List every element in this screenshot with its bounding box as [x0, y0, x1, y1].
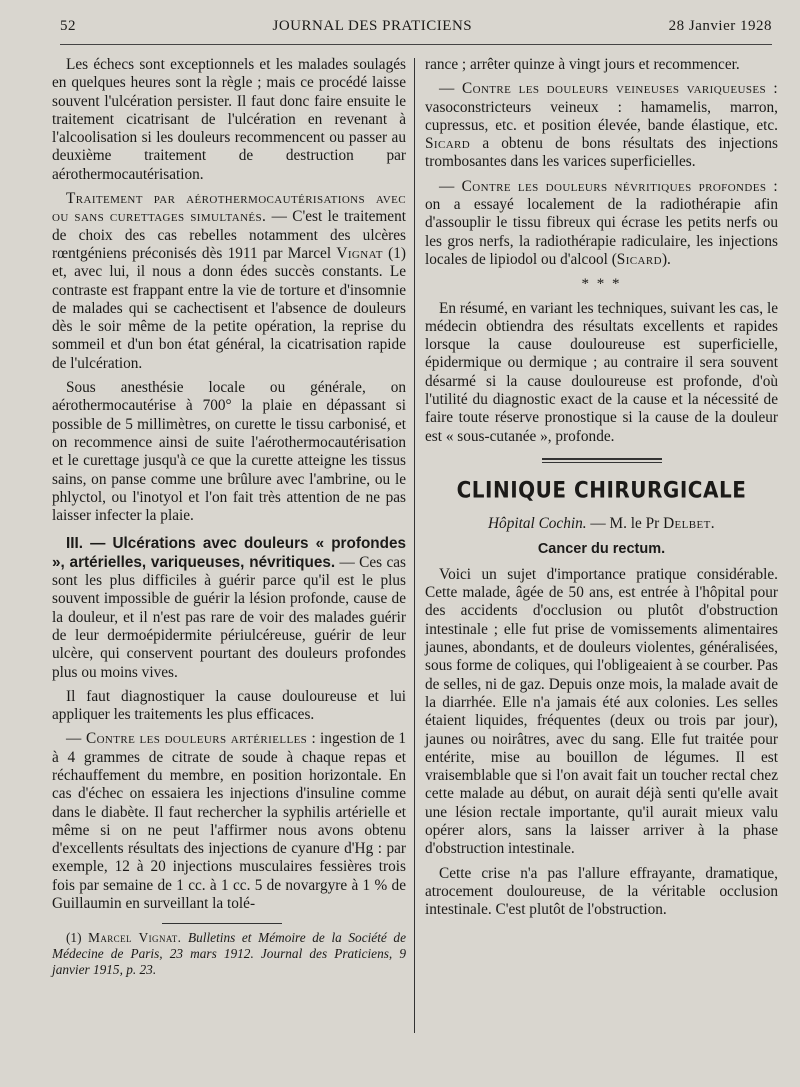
page-number: 52 — [60, 18, 76, 34]
paragraph: rance ; arrêter quinze à vingt jours et recommencer. — [425, 56, 740, 73]
paragraph: Sous anesthésie locale ou générale, on aérothermocautérise à 700° la plaie en dépassant si possible de 5 millimètres, on curette le tissu carbonisé, et on recommence ainsi de suite l'aérothermocautérisation et le curettage jusqu'à ce que la curette atteigne les tissus sains, on panse comme une brûlure avec l'ambrine, ou le phlyctol, ou l'inotyol et l'on fait très attention de ne pas laisser infecter la plaie. — [52, 379, 406, 525]
article-subject: Cancer du rectum. — [537, 540, 666, 557]
author-name: Delbet. — [663, 515, 715, 533]
section-heading: III. — Ulcérations avec douleurs « profondes », artérielles, variqueuses, névritiques. — [52, 535, 406, 571]
author-name: Sicard — [616, 250, 662, 268]
journal-title: JOURNAL DES PRATICIENS — [272, 18, 473, 34]
author-name: Vignat — [336, 244, 383, 262]
page-header — [60, 18, 772, 45]
section-rule — [542, 458, 662, 463]
issue-date: 28 Janvier 1928 — [668, 18, 772, 34]
paragraph: III. — Ulcérations avec douleurs « profondes », artérielles, variqueuses, névritiques. — Ces cas sont les plus difficiles à guérir parce qu'il est le plus souvent impossible de guérir la lésion profonde, cause de la douleur, et il n'est pas rare de voir des malades guérir de leur dermoépidermite périulcéreuse, guérir de leur ulcère, qui conservent pourtant des douleurs profondes plus ou moins vives. — [52, 535, 406, 681]
paragraph: — Contre les douleurs névritiques profondes : on a essayé localement de la radiothérapie afin d'assouplir le tissu fibreux qui écrase les petits nerfs ou les gros nerfs, la radiothérapie radiculaire, les injections locales de lipiodol ou d'alcool (Sicard). — [425, 177, 778, 268]
author-name: Sicard — [425, 135, 471, 153]
section-heading: — Contre les douleurs artérielles : — [66, 730, 317, 748]
column-divider — [414, 58, 415, 1033]
section-heading: Traitement par aérothermocautérisations avec ou sans curettages simultanés. — [52, 190, 406, 226]
paragraph: Voici un sujet d'importance pratique considérable. Cette malade, âgée de 50 ans, est entrée à l'hôpital pour des accidents d'occlusion ou plutôt d'obstruction intestinale ; elle fut prise de vomissements alimentaires jaunes, abondants, et de douleurs violentes, généralisées, sous forme de coliques, qui l'obligeaient à se courber. Pas de selles, ni de gaz. Depuis onze mois, la malade avait de la diarrhée. Elle n'a jamais été aux colonies. Les selles étaient liquides, fréquentes (deux ou trois par jour), jaunes ou noirâtres, avec du sang. Elle fut traitée pour entérite, mise au bouillon de légumes. Il est vraisemblable que si l'on avait fait un toucher rectal chez cette malade au début, on aurait déjà senti qu'elle avait une lésion rectale importante, qu'il aurait mieux valu opérer alors, sans la laisser arriver à la phase d'obstruction intestinale. — [425, 565, 778, 858]
clinic-title: CLINIQUE CHIRURGICALE — [456, 476, 747, 504]
paragraph: En résumé, en variant les techniques, suivant les cas, le médecin obtiendra des résultats excellents et rapides lorsque la cause douloureuse est superficielle, épidermique ou dermique ; au contraire il sera souvent désarmé si la cause douloureuse est profonde, d'où l'utilité du diagnostic exact de la cause et la nécessité de faire toute réserve pronostique si la cause de la douleur est « sous-cutanée », profonde. — [425, 299, 778, 445]
paragraph: Il faut diagnostiquer la cause douloureuse et lui appliquer les traitements les plus efficaces. — [52, 687, 406, 724]
footnote-rule — [162, 923, 282, 924]
hospital-line: Hôpital Cochin. — M. le Pr Delbet. — [488, 515, 715, 533]
paragraph: — Contre les douleurs veineuses variqueuses : vasoconstricteurs veineux : hamamelis, marron, cupressus, etc. et position élevée, bande élastique, etc. Sicard a obtenu de bons résultats des injections trombosantes dans les varices superficielles. — [425, 80, 778, 171]
section-separator: * * * — [581, 276, 622, 293]
paragraph: — Contre les douleurs artérielles : ingestion de 1 à 4 grammes de citrate de soude à chaque repas et réchauffement du membre, en position horizontale. En cas d'échec on essaiera les injections d'insuline comme dans le diabète. Il faut rechercher la syphilis artérielle et même si on ne peut l'affirmer nous avons obtenu d'excellents résultats des injections de cyanure d'Hg : par exemple, 12 à 20 injections musculaires fessières trois fois par semaine de 1 cc. à 1 cc. 5 de novargyre à 1 % de Guillaumin en surveillant la tolé- — [52, 730, 407, 913]
paragraph: Cette crise n'a pas l'allure effrayante, dramatique, atrocement douloureuse, de la véritable occlusion intestinale. C'est plutôt de l'obstruction. — [425, 864, 778, 919]
section-heading: — Contre les douleurs veineuses variqueuses : — [439, 80, 778, 98]
paragraph: Traitement par aérothermocautérisations avec ou sans curettages simultanés. — C'est le traitement de choix des cas rebelles notamment des ulcères rœntgéniens préconisés dès 1911 par Marcel Vignat (1) et, avec lui, il nous a donn édes succès constants. Le contraste est frappant entre la vie de torture et d'insomnie de malades qui se cachectisent et l'absence de douleurs dès le soir même de la petite opération, la reprise du sommeil et d'un bon état général, la cicatrisation rapide de l'ulcération. — [52, 190, 406, 372]
footnote: (1) Marcel Vignat. Bulletins et Mémoire de la Société de Médecine de Paris, 23 mars 1912. Journal des Praticiens, 9 janvier 1915, p. 23. — [52, 930, 406, 978]
author-name: Marcel Vignat. — [88, 930, 182, 946]
left-column — [52, 56, 406, 1087]
paragraph: Les échecs sont exceptionnels et les malades soulagés en quelques heures sont la règle ; mais ce procédé laisse souvent l'ulcération persister. Il faut donc faire ensuite le traitement cicatrisant de l'ulcération en revenant à l'alcoolisation si les douleurs recommencent ou passer au deuxième traitement de destruction par aérothermocautérisation. — [52, 56, 406, 183]
right-column — [425, 56, 778, 1087]
section-heading: — Contre les douleurs névritiques profondes : — [439, 177, 778, 195]
